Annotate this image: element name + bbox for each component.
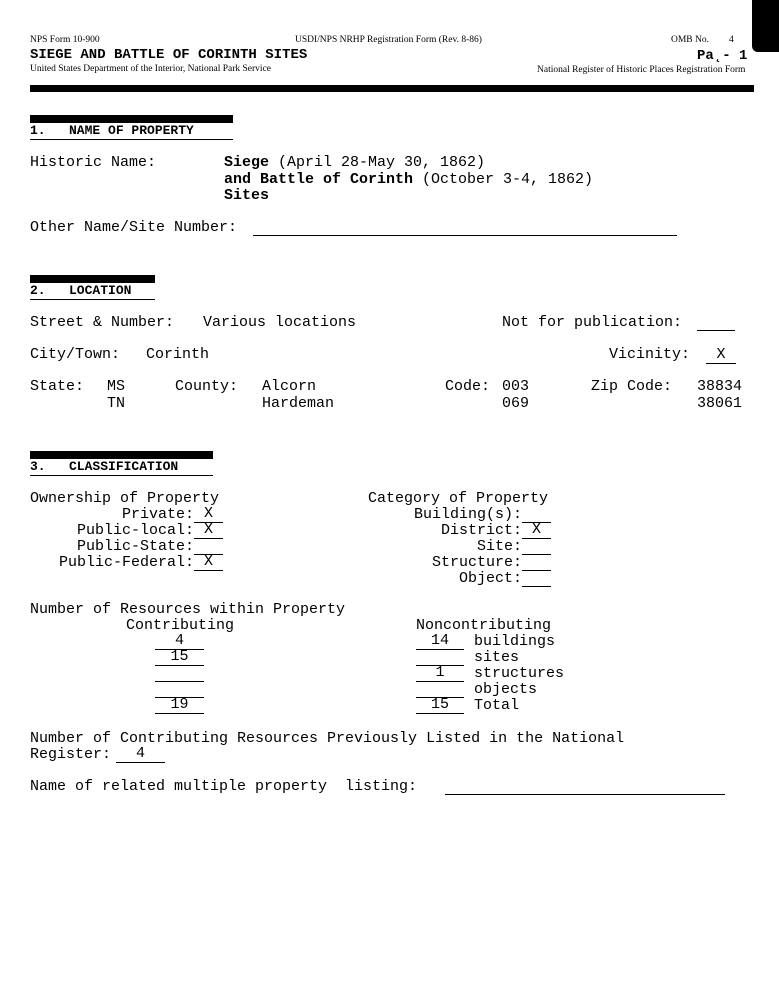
resource-type-buildings: buildings (474, 633, 556, 650)
related-listing-label: Name of related multiple property listing: (30, 778, 418, 795)
historic-name-line2: and Battle of Corinth (October 3-4, 1862) (224, 171, 594, 188)
category-district-field[interactable]: X (522, 522, 551, 539)
form-name: USDI/NPS NRHP Registration Form (Rev. 8-86) (295, 35, 482, 45)
header-rule (30, 85, 754, 92)
county-value-2: Hardeman (262, 395, 335, 412)
historic-name-line3: Sites (224, 187, 270, 204)
contributing-label: Contributing (126, 617, 235, 634)
not-for-publication-field[interactable] (697, 330, 735, 331)
code-value-1: 003 (502, 378, 530, 395)
section2-heading: 2. LOCATION (30, 283, 155, 300)
street-label: Street & Number: (30, 314, 175, 331)
section1-heading: 1. NAME OF PROPERTY (30, 123, 233, 140)
noncontributing-label: Noncontributing (416, 617, 552, 634)
category-structure-label: Structure: (431, 554, 522, 571)
category-site-field[interactable] (522, 538, 551, 555)
section3-bar (30, 451, 213, 459)
resource-type-objects: objects (474, 681, 538, 698)
ownership-public-federal-field[interactable]: X (194, 554, 223, 571)
register-name: National Register of Historic Places Registration Form (537, 65, 746, 75)
contributing-structures[interactable] (155, 665, 204, 682)
category-building-label: Building(s): (413, 506, 522, 523)
zip-value-1: 38834 (697, 378, 743, 395)
other-name-label: Other Name/Site Number: (30, 219, 238, 236)
noncontributing-buildings[interactable]: 14 (416, 633, 464, 650)
zip-label: Zip Code: (591, 378, 673, 395)
form-number: NPS Form 10-900 (30, 35, 100, 45)
resource-type-sites: sites (474, 649, 520, 666)
contributing-total[interactable]: 19 (155, 697, 204, 714)
previously-listed-line1: Number of Contributing Resources Previously Listed in the National (30, 730, 625, 747)
ownership-public-local-label: Public-local: (76, 522, 194, 539)
section3-heading: 3. CLASSIFICATION (30, 459, 213, 476)
city-label: City/Town: (30, 346, 121, 363)
code-label: Code: (445, 378, 491, 395)
category-object-label: Object: (458, 570, 522, 587)
state-value-1: MS (107, 378, 126, 395)
scan-edge-mark (752, 0, 779, 52)
vicinity-label: Vicinity: (609, 346, 691, 363)
resource-type-total: Total (474, 697, 520, 714)
county-label: County: (175, 378, 239, 395)
ownership-private-field[interactable]: X (194, 506, 223, 523)
previously-listed-line2: Register: (30, 746, 112, 763)
section2-bar (30, 275, 155, 283)
omb-number: OMB No. 4 (671, 35, 734, 45)
state-label: State: (30, 378, 85, 395)
previously-listed-field[interactable]: 4 (116, 746, 165, 763)
city-value: Corinth (146, 346, 210, 363)
historic-name-line1: Siege (April 28-May 30, 1862) (224, 154, 486, 171)
ownership-public-local-field[interactable]: X (194, 522, 223, 539)
county-value-1: Alcorn (262, 378, 317, 395)
ownership-label: Ownership of Property (30, 490, 220, 507)
ownership-private-label: Private: (121, 506, 194, 523)
resources-label: Number of Resources within Property (30, 601, 346, 618)
resource-type-structures: structures (474, 665, 565, 682)
vicinity-field[interactable]: X (706, 346, 736, 364)
ownership-public-state-label: Public-State: (76, 538, 194, 555)
contributing-sites[interactable]: 15 (155, 649, 204, 666)
noncontributing-structures[interactable]: 1 (416, 665, 464, 682)
section1-bar (30, 115, 233, 123)
historic-name-label: Historic Name: (30, 154, 157, 171)
code-value-2: 069 (502, 395, 530, 412)
state-value-2: TN (107, 395, 126, 412)
ownership-public-federal-label: Public-Federal: (58, 554, 194, 571)
agency-name: United States Department of the Interior, National Park Service (30, 64, 272, 74)
other-name-field[interactable] (253, 235, 677, 236)
related-listing-field[interactable] (445, 794, 725, 795)
street-value: Various locations (203, 314, 357, 331)
noncontributing-total[interactable]: 15 (416, 697, 464, 714)
category-site-label: Site: (476, 538, 522, 555)
category-object-field[interactable] (522, 570, 551, 587)
category-label: Category of Property (368, 490, 549, 507)
not-for-publication-label: Not for publication: (502, 314, 683, 331)
page-number: Pa˛- 1 (697, 48, 748, 64)
contributing-buildings[interactable]: 4 (155, 633, 204, 650)
document-title: SIEGE AND BATTLE OF CORINTH SITES (30, 47, 308, 63)
category-structure-field[interactable] (522, 554, 551, 571)
category-district-label: District: (440, 522, 522, 539)
zip-value-2: 38061 (697, 395, 743, 412)
